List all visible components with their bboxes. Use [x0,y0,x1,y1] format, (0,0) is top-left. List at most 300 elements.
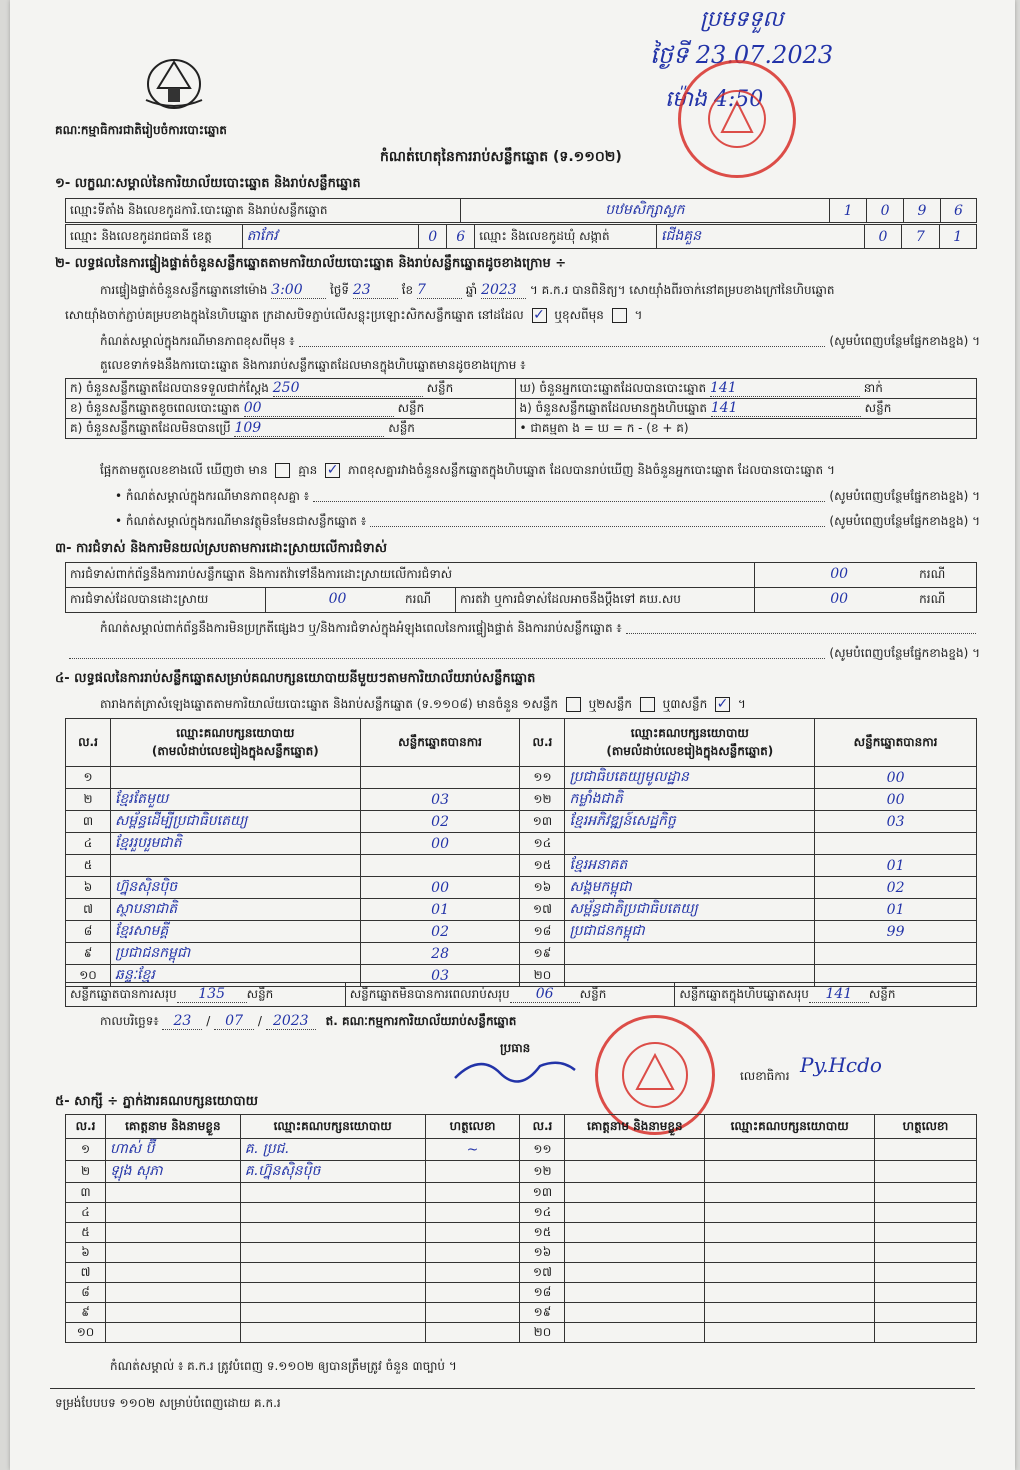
verify-year-label: ឆ្នាំ [465,283,478,297]
form-footer: ទម្រង់បែបបទ ១១០២ សម្រាប់បំពេញដោយ គ.ក.រ [55,1396,281,1410]
figures-intro: តួលេខទាក់ទងនឹងការបោះឆ្នោត និងការរាប់សន្លឹកឆ្នោតដែលមានក្នុងហិបឆ្នោតមានដូចខាងក្រោម ៖ [100,358,526,372]
figure-e-value: 141 [711,400,861,417]
witness-no: ១៦ [520,1243,565,1263]
province-code-digit: 6 [447,225,475,249]
province-label: ឈ្មោះ និងលេខកូដរាជធានី ខេត្ត [66,225,243,249]
col-party [565,719,815,767]
figure-c-unit: សន្លឹក [388,420,415,435]
witness-party [705,1283,875,1303]
figure-a-label: ក) ចំនួនសន្លឹកឆ្នោតដែលបានទទួលជាក់ស្តែង [70,380,269,395]
col-sign: ហត្ថលេខា [425,1115,520,1139]
bullet-difference-field[interactable] [313,488,825,502]
result-no: ១ [66,767,111,789]
result-no: ១៥ [520,855,565,877]
table-row [66,789,977,811]
verify-text-c: សោយ៉ាំងចាក់ភ្ជាប់គម្របខាងក្នុងនៃហិបឆ្នោត ក្រដាសបិទភ្ជាប់លើសន្លុះប្រឡោះសិកសន្លឹកឆ្នោត នៅដដែល [65,308,524,322]
result-no: ៤ [66,833,111,855]
results-body [66,767,977,987]
fill-note-4: (សូមបំពេញបន្ថែមផ្នែកខាងខ្នង) ។ [829,646,980,660]
col-party-sub: (តាមលំដាប់លេខរៀងក្នុងសន្លឹកឆ្នោត) [606,743,774,758]
witness-name: ឡុង សុភា [105,1161,240,1183]
witness-party [705,1203,875,1223]
total-unit: សន្លឹក [246,986,274,1001]
verify-text-b: ។ គ.ក.រ បានពិនិត្យ។ សោយ៉ាំងពីរចាក់នៅគម្របខាងក្រៅនៃហិបឆ្នោត [529,283,835,297]
verify-month: 7 [417,282,462,299]
witness-party [705,1183,875,1203]
station-code-digit: 0 [867,199,904,223]
objection-row2b-value: 00 [830,591,849,607]
totals-table [65,982,977,1007]
figure-a-value: 250 [273,380,423,397]
result-no: ៧ [66,899,111,921]
receipt-note-line3: ម៉ោង 4:50 [665,87,764,112]
fill-note: (សូមបំពេញបន្ថែមផ្នែកខាងខ្នង) ។ [829,334,980,348]
witness-party [240,1283,425,1303]
result-party: ខ្មែរអនាគត [565,855,815,877]
witness-party [705,1303,875,1323]
result-no: ៨ [66,921,111,943]
fill-note-2: (សូមបំពេញបន្ថែមផ្នែកខាងខ្នង) ។ [829,489,980,503]
witness-sign [425,1183,520,1203]
fill-note-3: (សូមបំពេញបន្ថែមផ្នែកខាងខ្នង) ។ [829,514,980,528]
result-no: ៦ [66,877,111,899]
result-votes: 01 [815,899,977,921]
verify-time: 3:00 [271,282,326,299]
one-sheet-checkbox[interactable] [566,697,581,712]
official-stamp-top [678,60,796,178]
result-party: ខ្មែរតែមួយ [110,789,360,811]
figure-e-unit: សន្លឹក [864,400,892,415]
table-row [66,899,977,921]
witness-note: កំណត់សម្គាល់ ៖ គ.ក.រ ត្រូវបំពេញ ទ.១១០២ ឲ្យបានត្រឹមត្រូវ ចំនួន ៣ច្បាប់ ។ [110,1359,457,1373]
figure-d-value: 141 [710,380,860,397]
result-party: សង្គមកម្ពុជា [565,877,815,899]
chair-label: ប្រធាន [500,1041,531,1055]
witness-name [105,1243,240,1263]
chair-signature [450,1048,580,1088]
total-box-label: សន្លឹកឆ្នោតក្នុងហិបឆ្នោតសរុប [679,986,809,1001]
figure-c-value: 109 [234,420,384,437]
result-votes: 00 [360,833,520,855]
result-party: ប្រជាធិបតេយ្យមូលដ្ឋាន [565,767,815,789]
verify-month-label: ខែ [401,283,414,297]
witness-sign [875,1323,977,1343]
witness-party: គ. ប្រជ. [240,1139,425,1161]
figure-b-label: ខ) ចំនួនសន្លឹកឆ្នោតខូចពេលបោះឆ្នោត [70,400,240,415]
witness-no: ១៧ [520,1263,565,1283]
result-votes: 00 [815,767,977,789]
national-emblem-icon [138,48,210,114]
secretary-signature: Py.Hcdo [800,1053,882,1077]
witness-sign [875,1303,977,1323]
witness-sign [875,1183,977,1203]
station-value: បឋមសិក្សាស្លក [460,199,830,223]
result-votes: 03 [360,965,520,987]
result-no: ១៧ [520,899,565,921]
table-row [66,943,977,965]
bullet-foreign-field[interactable] [370,513,825,527]
result-votes: 28 [360,943,520,965]
difference-note-label: កំណត់សម្គាល់ក្នុងករណីមានភាពខុសពីមុន ៖ [100,334,295,348]
org-name: គណៈកម្មាធិការជាតិរៀបចំការបោះឆ្នោត [55,123,227,137]
witness-name [565,1139,705,1161]
irregularity-note: កំណត់សម្គាល់ពាក់ព័ន្ធនឹងការមិនប្រក្រតីផ្សេងៗ ឬ/និងការជំទាស់ក្នុងអំឡុងពេលនៃការផ្ទៀងផ្ទាត់ និងការរាប់សន្លឹកឆ្នោត ៖ [100,621,622,635]
commune-code-digit: 7 [902,225,939,249]
figure-b-value: 00 [244,400,394,417]
result-votes: 00 [815,789,977,811]
table-row [66,767,977,789]
station-label: ឈ្មោះទីតាំង និងលេខកូដការិ.បោះឆ្នោត និងរាប់សន្លឹកឆ្នោត [66,199,461,223]
witness-no: ១២ [520,1161,565,1183]
total-invalid: 06 [510,986,580,1003]
witness-sign [425,1283,520,1303]
station-code-digit: 9 [904,199,941,223]
result-no: ៩ [66,943,111,965]
col-party: ឈ្មោះគណបក្សនយោបាយ [705,1115,875,1139]
witness-no: ១៣ [520,1183,565,1203]
col-party-title: ឈ្មោះគណបក្សនយោបាយ [630,725,749,740]
objections-table [65,562,977,613]
witness-sign [875,1283,977,1303]
witness-name [105,1323,240,1343]
result-party [110,855,360,877]
date-day: 23 [162,1013,202,1030]
verify-text-a: ការផ្ទៀងផ្ទាត់ចំនួនសន្លឹកឆ្នោតនៅម៉ោង [100,283,268,297]
difference-note-line [100,333,980,351]
col-votes: សន្លឹកឆ្នោតបានការ [815,719,977,767]
bullet-difference-label: • កំណត់សម្គាល់ក្នុងករណីមានភាពខុសគ្នា ៖ [115,489,310,503]
result-party: សម្ព័ន្ធជាតិប្រជាធិបតេយ្យ [565,899,815,921]
result-no: ២ [66,789,111,811]
result-votes [815,833,977,855]
witness-sign [425,1243,520,1263]
witness-party [705,1139,875,1161]
irregularity-note-line [100,620,980,638]
result-party: ប្រជាជនកម្ពុជា [110,943,360,965]
irregularity-field-2[interactable] [69,645,825,659]
witness-sign [425,1203,520,1223]
witness-party [705,1243,875,1263]
objection-unit: ករណី [919,592,946,606]
commune-value: ជើងគួន [657,225,865,249]
result-votes: 01 [815,855,977,877]
witness-no: ១៩ [520,1303,565,1323]
witness-name [565,1303,705,1323]
witness-sign [875,1243,977,1263]
col-votes: សន្លឹកឆ្នោតបានការ [360,719,520,767]
total-invalid-label: សន្លឹកឆ្នោតមិនបានការពេលរាប់សរុប [349,986,510,1001]
objection-row2-label: ការជំទាស់ដែលបានដោះស្រាយ [66,588,266,613]
col-party: ឈ្មោះគណបក្សនយោបាយ [240,1115,425,1139]
witness-name [105,1303,240,1323]
witness-table [65,1114,977,1343]
witness-sign [425,1303,520,1323]
result-party: ឆន្ទៈខ្មែរ [110,965,360,987]
col-name: គោត្តនាម និងនាមខ្លួន [565,1115,705,1139]
changed-label: ឬខុសពីមុន [554,308,604,322]
commune-code-digit: 0 [864,225,901,249]
witness-no: ៣ [66,1183,106,1203]
witness-name [565,1223,705,1243]
witness-no: ៧ [66,1263,106,1283]
objection-unit: ករណី [405,592,432,606]
result-votes: 03 [360,789,520,811]
formula-note: • ជាគម្មតា ង = ឃ = ក - (ខ + គ) [519,420,689,435]
has-difference-checkbox[interactable] [275,463,290,478]
result-votes [360,767,520,789]
witness-no: ១៨ [520,1283,565,1303]
result-no: ៣ [66,811,111,833]
witness-name [565,1161,705,1183]
witness-no: ១៥ [520,1223,565,1243]
witness-sign: ~ [425,1139,520,1161]
figure-b-unit: សន្លឹក [397,400,425,415]
result-party: សម្ព័ន្ធដើម្បីប្រជាធិបតេយ្យ [110,811,360,833]
compare-no-label: គ្មាន [298,463,318,477]
province-code-digit: 0 [419,225,447,249]
figure-a-unit: សន្លឹក [426,380,454,395]
objection-row1-value: 00 [830,566,849,582]
result-party [565,943,815,965]
objection-row2b-label: ការតវ៉ា ឬការជំទាស់ដែលអាចនឹងប្តឹងទៅ គឃ.សប [456,588,755,613]
witness-party [240,1323,425,1343]
result-votes: 02 [815,877,977,899]
irregularity-field[interactable] [626,620,976,634]
witness-sign [875,1223,977,1243]
result-votes [360,855,520,877]
result-votes [815,943,977,965]
table-row [66,855,977,877]
result-no: ១៩ [520,943,565,965]
receipt-note-line1: ប្រមទទួល [700,7,784,32]
result-votes: 99 [815,921,977,943]
witness-no: ១ [66,1139,106,1161]
receipt-note-line2: ថ្ងៃទី 23.07.2023 [650,41,834,69]
witness-sign [875,1161,977,1183]
intact-checkbox[interactable]: ✓ [533,307,545,323]
objection-unit: ករណី [919,567,946,581]
form-sheet [10,0,1015,1470]
date-label: កាលបរិច្ឆេទ៖ [100,1014,159,1028]
result-no: ១៤ [520,833,565,855]
two-sheets-label: ឬ២សន្លឹក [588,697,633,711]
witness-sign [875,1203,977,1223]
witness-party [240,1223,425,1243]
figure-e-label: ង) ចំនួនសន្លឹកឆ្នោតដែលមានក្នុងហិបឆ្នោត [519,400,707,415]
two-sheets-checkbox[interactable] [640,697,655,712]
witness-sign [425,1161,520,1183]
witness-no: ១១ [520,1139,565,1161]
section1-heading: ១- លក្ខណៈសម្គាល់នៃការិយាល័យបោះឆ្នោត និងរាប់សន្លឹកឆ្នោត [55,176,361,191]
figure-d-label: ឃ) ចំនួនអ្នកបោះឆ្នោតដែលបានបោះឆ្នោត [519,380,707,395]
witness-name [105,1203,240,1223]
result-no: ១២ [520,789,565,811]
verify-day-label: ថ្ងៃទី [330,283,350,297]
result-no: ១៦ [520,877,565,899]
witness-no: ២០ [520,1323,565,1343]
table-row [66,1283,977,1303]
verify-line [100,282,980,300]
witness-name: ហាស់ ប៊ី [105,1139,240,1161]
objection-row1-label: ការជំទាស់ពាក់ព័ន្ធនឹងការរាប់សន្លឹកឆ្នោត និងការតវ៉ាទៅនឹងការដោះស្រាយលើការជំទាស់ [66,563,755,588]
witness-sign [425,1223,520,1243]
section2-heading: ២- លទ្ធផលនៃការផ្ទៀងផ្ទាត់ចំនួនសន្លឹកឆ្នោតតាមការិយាល័យបោះឆ្នោត និងរាប់សន្លឹកឆ្នោតដូចខាងក្រោម ÷ [55,256,567,271]
irregularity-note-line-2 [65,645,980,663]
table-row [66,877,977,899]
witness-sign [425,1263,520,1283]
witness-party [240,1203,425,1223]
committee-label: ឥ. គណៈកម្មការការិយាល័យរាប់សន្លឹកឆ្នោត [325,1014,517,1028]
tally-sheet-line: តារាងកត់ត្រាសំឡេងឆ្នោតតាមការិយាល័យបោះឆ្នោត និងរាប់សន្លឹកឆ្នោត (ទ.១១០៨) មានចំនួន ១សន្លឹក ឬ២សន្លឹក ឬ៣សន្លឹក ✓ ។ [100,696,746,712]
result-no: ១៨ [520,921,565,943]
witness-name [105,1283,240,1303]
province-table [65,224,977,249]
table-row [66,1183,977,1203]
witness-name [565,1263,705,1283]
table-row [66,833,977,855]
witness-party [240,1263,425,1283]
station-code-digit: 6 [941,199,977,223]
tally-intro: តារាងកត់ត្រាសំឡេងឆ្នោតតាមការិយាល័យបោះឆ្នោត និងរាប់សន្លឹកឆ្នោត (ទ.១១០៨) មានចំនួន ១សន្លឹក [100,697,558,711]
witness-party [705,1161,875,1183]
col-party [110,719,360,767]
result-votes: 02 [360,811,520,833]
result-party: ប្រជាជនកម្ពុជា [565,921,815,943]
table-row [66,1323,977,1343]
date-month: 07 [214,1013,254,1030]
witness-name [565,1203,705,1223]
result-no: ១១ [520,767,565,789]
total-valid: 135 [177,986,247,1003]
witness-sign [425,1323,520,1343]
table-row [66,1243,977,1263]
witness-no: ៨ [66,1283,106,1303]
result-party: ហ្វ៊ុនស៊ិនប៉ិច [110,877,360,899]
station-table [65,198,977,223]
table-row [66,1223,977,1243]
result-party: ខ្មែរសាមគ្គី [110,921,360,943]
witness-sign [875,1139,977,1161]
difference-note-field[interactable] [299,333,826,347]
bullet-foreign-label: • កំណត់សម្គាល់ក្នុងករណីមានវត្ថុមិនមែនជាសន្លឹកឆ្នោត ៖ [115,514,367,528]
total-unit: សន្លឹក [579,986,607,1001]
witness-no: ១៤ [520,1203,565,1223]
section5-heading: ៥- សាក្សី ÷ ភ្នាក់ងារគណបក្សនយោបាយ [55,1094,258,1109]
col-no: ល.រ [66,1115,106,1139]
witness-name [565,1323,705,1343]
verify-day: 23 [353,282,398,299]
col-name: គោត្តនាម និងនាមខ្លួន [105,1115,240,1139]
result-no: ៥ [66,855,111,877]
witness-party [240,1303,425,1323]
witness-party [705,1263,875,1283]
results-table [65,718,977,987]
col-party-sub: (តាមលំដាប់លេខរៀងក្នុងសន្លឹកឆ្នោត) [151,743,319,758]
witness-party [705,1323,875,1343]
total-box: 141 [809,986,869,1003]
figure-d-unit: នាក់ [863,380,883,395]
witness-no: ៥ [66,1223,106,1243]
figure-c-label: គ) ចំនួនសន្លឹកឆ្នោតដែលមិនបានប្រើ [70,420,231,435]
witness-party [240,1243,425,1263]
commune-code-digit: 1 [939,225,976,249]
result-votes: 00 [360,877,520,899]
witness-no: ១០ [66,1323,106,1343]
bullet-foreign-line [115,513,980,531]
witness-name [105,1183,240,1203]
col-no: ល.រ [520,719,565,767]
result-party: ខ្មែរអភិវឌ្ឍន៍សេដ្ឋកិច្ច [565,811,815,833]
table-row [66,1161,977,1183]
bullet-difference-line [115,488,980,506]
compare-line [100,462,980,480]
witness-no: ៤ [66,1203,106,1223]
total-unit: សន្លឹក [868,986,896,1001]
witness-body [66,1139,977,1343]
witness-party [240,1183,425,1203]
total-valid-label: សន្លឹកឆ្នោតបានការសរុប [70,986,177,1001]
result-party: ខ្មែររួបរួមជាតិ [110,833,360,855]
date-year: 2023 [266,1013,316,1030]
table-row [66,921,977,943]
witness-sign [875,1263,977,1283]
col-no: ល.រ [520,1115,565,1139]
table-row [66,1263,977,1283]
date-line: កាលបរិច្ឆេទ៖ 23 / 07 / 2023 ឥ. គណៈកម្មការការិយាល័យរាប់សន្លឹកឆ្នោត [100,1013,517,1029]
verify-year: 2023 [481,282,526,299]
witness-name [565,1183,705,1203]
result-party: កម្លាំងជាតិ [565,789,815,811]
col-sign: ហត្ថលេខា [875,1115,977,1139]
figures-table [65,378,977,439]
result-party: ស្ថាបនាជាតិ [110,899,360,921]
col-party-title: ឈ្មោះគណបក្សនយោបាយ [176,725,295,740]
col-no: ល.រ [66,719,111,767]
table-row [66,811,977,833]
result-votes: 03 [815,811,977,833]
three-sheets-checkbox[interactable]: ✓ [716,696,729,712]
document-title: កំណត់ហេតុនៃការរាប់សន្លឹកឆ្នោត (ទ.១១០២) [380,149,622,165]
verify-line-2: សោយ៉ាំងចាក់ភ្ជាប់គម្របខាងក្នុងនៃហិបឆ្នោត ក្រដាសបិទភ្ជាប់លើសន្លុះប្រឡោះសិកសន្លឹកឆ្នោត នៅដដែល ✓ ឬខុសពីមុន ។ [65,307,643,323]
witness-party [705,1223,875,1243]
witness-name [105,1263,240,1283]
secretary-label: លេខាធិការ [740,1069,790,1083]
no-difference-checkbox[interactable]: ✓ [326,462,339,478]
section4-heading: ៤- លទ្ធផលនៃការរាប់សន្លឹកឆ្នោតសម្រាប់គណបក្សនយោបាយនីមួយៗតាមការិយាល័យរាប់សន្លឹកឆ្នោត [55,671,536,686]
result-party [110,767,360,789]
witness-party: គ.ហ្វ៊ុនស៊ិនប៉ិច [240,1161,425,1183]
witness-name [565,1283,705,1303]
section3-heading: ៣- ការជំទាស់ និងការមិនយល់ស្របតាមការដោះស្រាយលើការជំទាស់ [55,541,387,556]
table-row [66,1203,977,1223]
commune-label: ឈ្មោះ និងលេខកូដឃុំ សង្កាត់ [475,225,657,249]
witness-name [105,1223,240,1243]
result-votes: 01 [360,899,520,921]
table-row [66,1139,977,1161]
compare-rest: ភាពខុសគ្នារវាងចំនួនសន្លឹកឆ្នោតក្នុងហិបឆ្នោត ដែលបានរាប់ឃើញ និងចំនួនអ្នកបោះឆ្នោត ដែលបានបោះឆ្នោត ។ [347,463,835,477]
changed-checkbox[interactable] [612,308,627,323]
objection-row2-value: 00 [328,591,347,607]
result-no: ២០ [520,965,565,987]
three-sheets-label: ឬ៣សន្លឹក [662,697,708,711]
compare-text: ផ្អែកតាមតួលេខខាងលើ ឃើញថា មាន [100,463,268,477]
result-votes: 02 [360,921,520,943]
witness-name [565,1243,705,1263]
station-code-digit: 1 [830,199,867,223]
footer-divider [50,1388,975,1389]
witness-no: ៦ [66,1243,106,1263]
result-party [565,833,815,855]
